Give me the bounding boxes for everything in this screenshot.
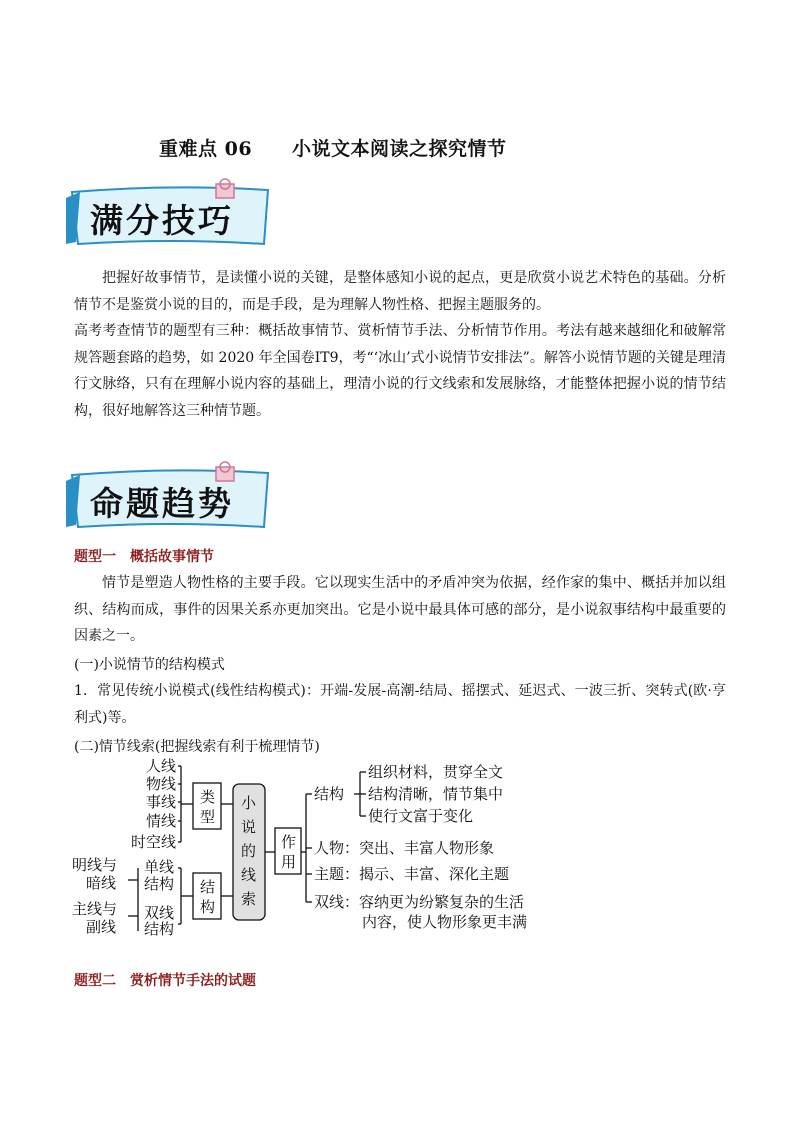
type-box-char: 类 — [200, 788, 216, 806]
type1-sub1: (一)小说情节的结构模式 — [74, 657, 225, 673]
center-char: 索 — [241, 890, 257, 908]
clue-diagram — [66, 756, 566, 940]
type-label: 事线 — [145, 793, 176, 811]
center-char: 说 — [241, 818, 257, 836]
intro-paragraph-1: 把握好故事情节，是读懂小说的关键，是整体感知小说的起点，更是欣赏小说艺术特色的基础。分析情节不是鉴赏小说的目的，而是手段，是为理解人物性格、把握主题服务的。 — [74, 270, 726, 313]
struct-box-char: 结 — [200, 878, 216, 896]
intro-paragraph-2: 高考考查情节的题型有三种：概括故事情节、赏析情节手法、分析情节作用。考法有越来越细化和破解常规答题套路的趋势，如 2020 年全国卷ⅠT9，考“‘冰山’式小说情节安排法”。解答小说情节题的关键是理清行文脉络，只有在理解小说内容的基础上，理清小说的行文线索和发展脉络，才能整体把握小说的情节结构，很好地解答这三种情节题。 — [74, 323, 726, 419]
left-label-b: 副线 — [86, 918, 117, 936]
func-struct-label: 结构 — [314, 785, 345, 803]
center-char: 小 — [241, 794, 257, 812]
left-label-a: 明线与 — [72, 856, 118, 874]
struct-item: 组织材料，贯穿全文 — [368, 763, 504, 781]
center-char: 线 — [241, 866, 257, 884]
double-label: 双线 — [144, 904, 175, 922]
banner-skills-label: 满分技巧 — [90, 201, 234, 240]
struct-box-char: 构 — [200, 898, 216, 916]
single-label: 单线 — [144, 858, 175, 876]
type-label: 人线 — [145, 757, 176, 775]
left-label-b: 主线与 — [72, 900, 118, 918]
center-char: 的 — [241, 842, 257, 860]
type1-item1: 1．常见传统小说模式(线性结构模式)：开端-发展-高潮-结局、摇摆式、延迟式、一波三折、突转式(欧·亨利式)等。 — [74, 683, 726, 726]
func-character: 人物：突出、丰富人物形象 — [314, 839, 495, 857]
func-dual: 双线：容纳更为纷繁复杂的生活 — [314, 893, 525, 911]
banner-trend — [66, 461, 276, 533]
banner-skills — [66, 178, 276, 250]
type-label: 时空线 — [130, 833, 176, 851]
func-box-char: 用 — [281, 853, 297, 871]
type1-heading: 题型一 概括故事情节 — [74, 549, 214, 565]
type1-paragraph: 情节是塑造人物性格的主要手段。它以现实生活中的矛盾冲突为依据，经作家的集中、概括并加以组织、结构而成，事件的因果关系亦更加突出。它是小说中最具体可感的部分，是小说叙事结构中最重要的因素之一。 — [74, 575, 726, 644]
type-box-char: 型 — [200, 808, 216, 826]
banner-trend-label: 命题趋势 — [90, 484, 234, 523]
struct-item: 使行文富于变化 — [368, 807, 474, 825]
type1-sub2: (二)情节线索(把握线索有利于梳理情节) — [74, 739, 320, 755]
single-label: 结构 — [144, 875, 175, 893]
title-name: 小说文本阅读之探究情节 — [292, 138, 507, 160]
struct-item: 结构清晰，情节集中 — [368, 785, 504, 803]
left-label-a: 暗线 — [86, 874, 117, 892]
type2-heading: 题型二 赏析情节手法的试题 — [74, 973, 256, 989]
func-dual: 内容，使人物形象更丰满 — [362, 913, 528, 931]
type-label: 物线 — [145, 775, 176, 793]
double-label: 结构 — [144, 920, 175, 938]
func-theme: 主题：揭示、丰富、深化主题 — [314, 865, 510, 883]
title-code: 重难点 06 — [159, 138, 253, 160]
type-label: 情线 — [145, 812, 176, 830]
func-box-char: 作 — [281, 833, 297, 851]
